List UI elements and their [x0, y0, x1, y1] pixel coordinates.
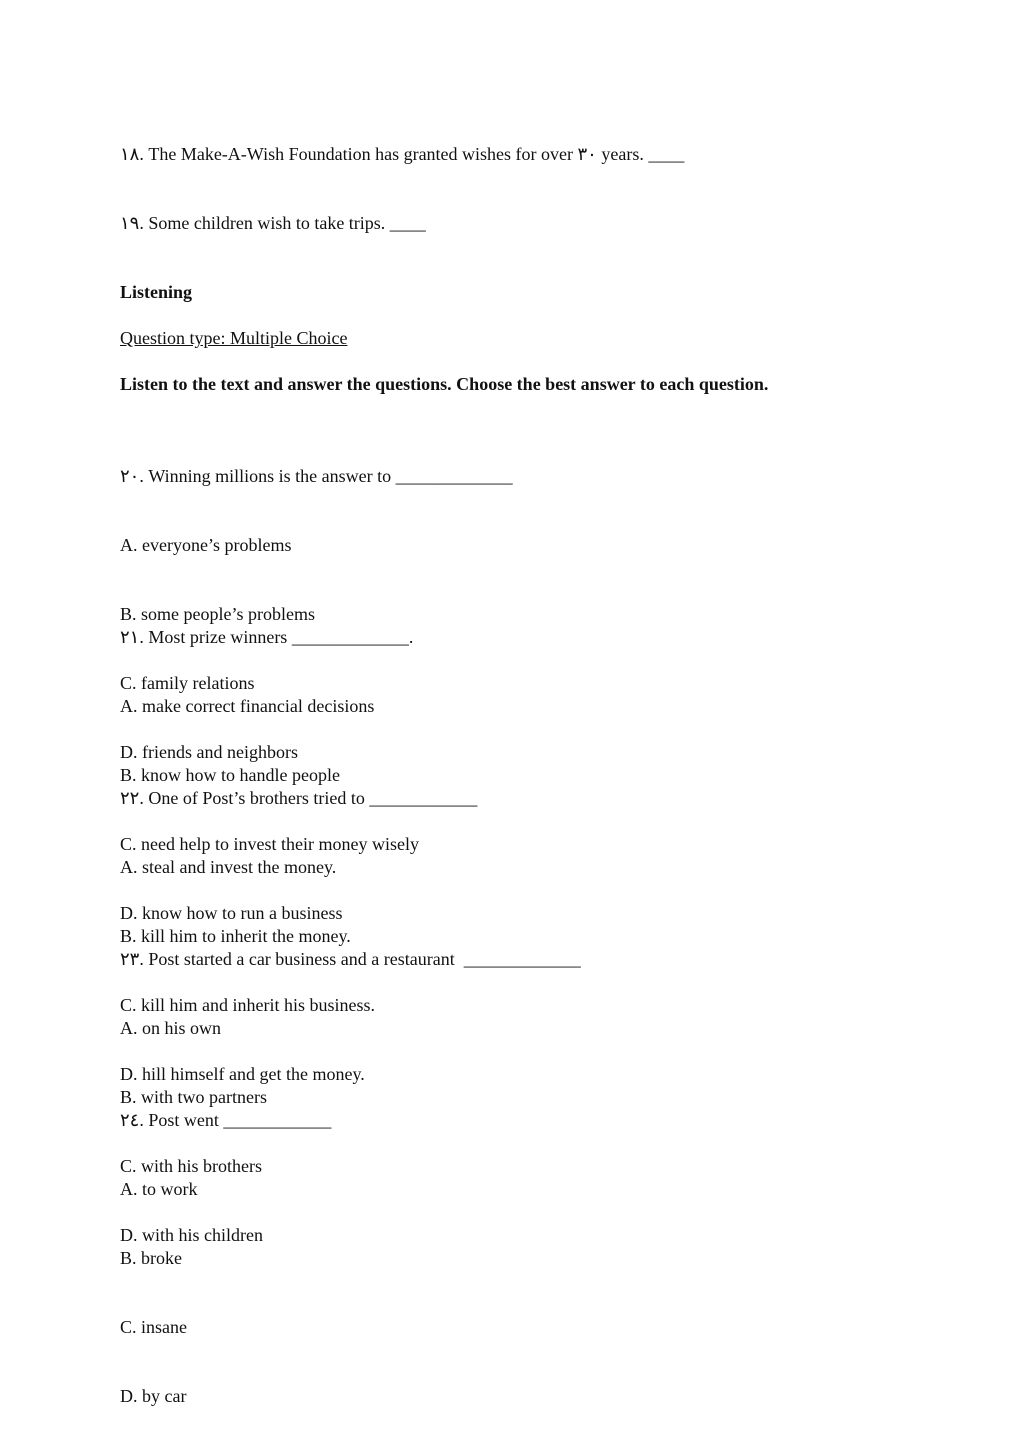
option-d: D. with his children: [120, 1225, 263, 1245]
true-false-statement-19: ١٩. Some children wish to take trips. ____: [120, 213, 426, 233]
option-a: A. everyone’s problems: [120, 535, 292, 555]
question-stem: ٢٣. Post started a car business and a restaurant _____________: [120, 949, 581, 969]
option-c: C. with his brothers: [120, 1156, 262, 1176]
question-24: [120, 1063, 331, 1431]
question-stem: ٢٠. Winning millions is the answer to _____________: [120, 466, 513, 486]
option-d: D. by car: [120, 1386, 187, 1406]
option-c: C. kill him and inherit his business.: [120, 995, 375, 1015]
option-a: A. make correct financial decisions: [120, 696, 375, 716]
option-b: B. broke: [120, 1248, 182, 1268]
option-b: B. some people’s problems: [120, 604, 315, 624]
option-d: D. hill himself and get the money.: [120, 1064, 365, 1084]
question-type: Question type: Multiple Choice: [120, 328, 348, 348]
instructions: Listen to the text and answer the questions. Choose the best answer to each question.: [120, 374, 769, 394]
option-a: A. on his own: [120, 1018, 222, 1038]
question-stem: ٢٤. Post went ____________: [120, 1110, 332, 1130]
option-b: B. with two partners: [120, 1087, 267, 1107]
option-c: C. need help to invest their money wisely: [120, 834, 419, 854]
option-c: C. family relations: [120, 673, 255, 693]
option-d: D. friends and neighbors: [120, 742, 298, 762]
option-a: A. steal and invest the money.: [120, 857, 337, 877]
option-d: D. know how to run a business: [120, 903, 343, 923]
option-a: A. to work: [120, 1179, 198, 1199]
section-title: Listening: [120, 282, 193, 302]
question-stem: ٢٢. One of Post’s brothers tried to ____________: [120, 788, 478, 808]
true-false-statement-18: ١٨. The Make-A-Wish Foundation has granted wishes for over ٣٠ years. ____: [120, 144, 685, 164]
question-stem: ٢١. Most prize winners _____________.: [120, 627, 414, 647]
option-b: B. know how to handle people: [120, 765, 340, 785]
option-b: B. kill him to inherit the money.: [120, 926, 351, 946]
option-c: C. insane: [120, 1317, 187, 1337]
